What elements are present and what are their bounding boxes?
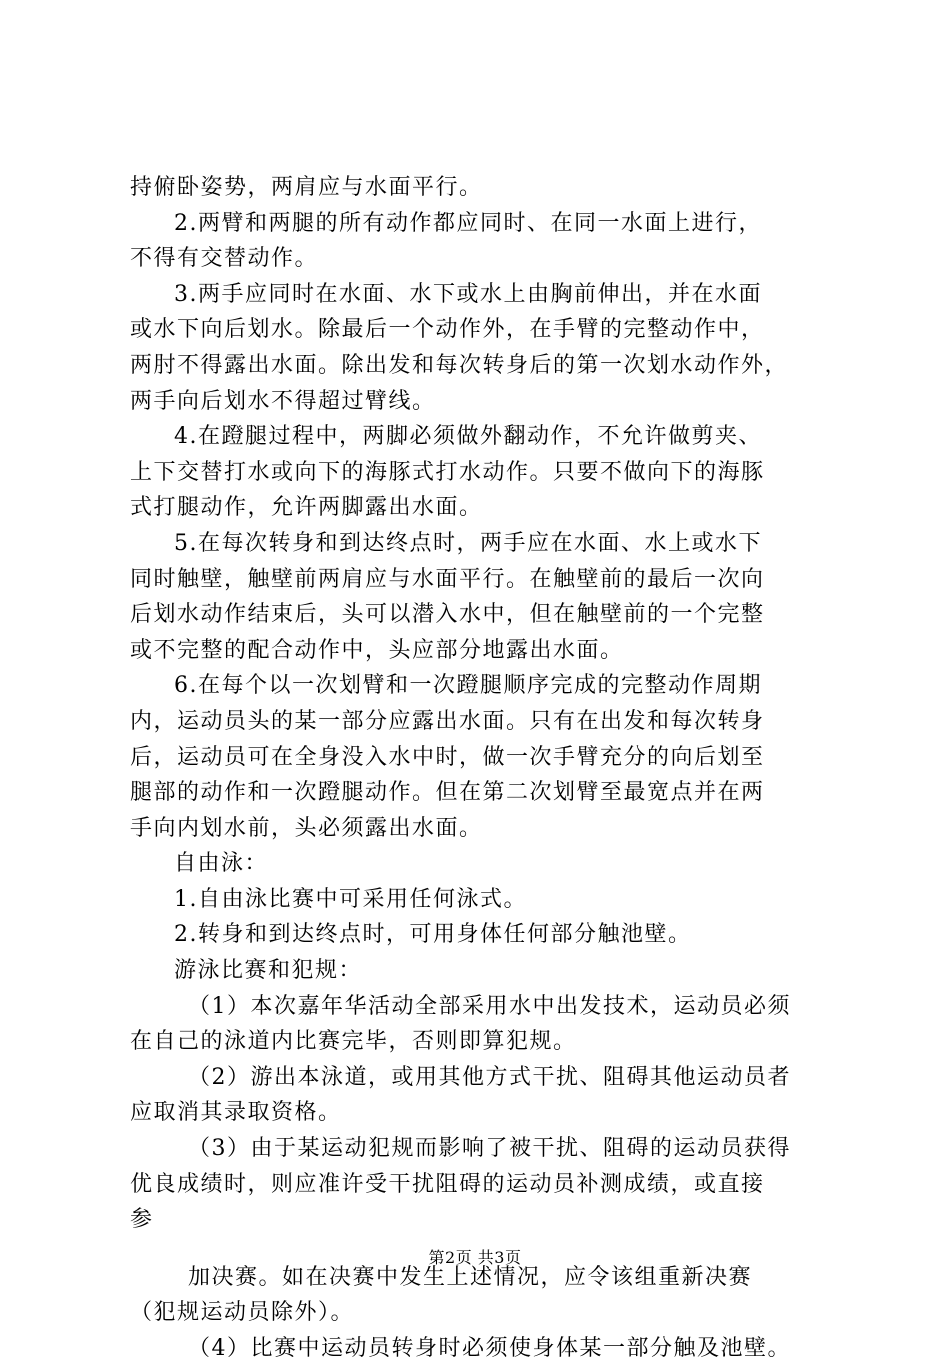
text-line: （1）本次嘉年华活动全部采用水中出发技术，运动员必须 <box>188 993 791 1019</box>
document-body <box>130 170 830 1367</box>
text-line: 上下交替打水或向下的海豚式打水动作。只要不做向下的海豚 <box>130 459 765 485</box>
text-line: 在自己的泳道内比赛完毕，否则即算犯规。 <box>130 1029 577 1055</box>
text-line: 2.两臂和两腿的所有动作都应同时、在同一水面上进行， <box>174 210 762 236</box>
text-line: 或不完整的配合动作中，头应部分地露出水面。 <box>130 637 624 663</box>
text-line: （4）比赛中运动员转身时必须使身体某一部分触及池壁。 <box>188 1336 791 1361</box>
text-line: 两肘不得露出水面。除出发和每次转身后的第一次划水动作外， <box>130 352 789 378</box>
text-line: 优良成绩时，则应准许受干扰阻碍的运动员补测成绩，或直接 <box>130 1171 765 1197</box>
text-line: 应取消其录取资格。 <box>130 1100 342 1126</box>
text-line: （3）由于某运动犯规而影响了被干扰、阻碍的运动员获得 <box>188 1136 791 1162</box>
page-number-footer: 第2页 共3页 <box>428 1248 522 1267</box>
text-line: 手向内划水前，头必须露出水面。 <box>130 815 483 841</box>
text-line: 4.在蹬腿过程中，两脚必须做外翻动作，不允许做剪夹、 <box>174 424 762 450</box>
text-line: 内，运动员头的某一部分应露出水面。只有在出发和每次转身 <box>130 708 765 734</box>
text-line: 2.转身和到达终点时，可用身体任何部分触池壁。 <box>174 922 692 948</box>
text-line: 式打腿动作，允许两脚露出水面。 <box>130 495 483 521</box>
text-line: 加决赛。如在决赛中发生上述情况，应令该组重新决赛 <box>188 1264 753 1290</box>
section-heading: 自由泳： <box>174 851 269 877</box>
text-line: （犯规运动员除外）。 <box>130 1300 355 1326</box>
text-line: 后划水动作结束后，头可以潜入水中，但在触壁前的一个完整 <box>130 602 765 628</box>
text-line: 后，运动员可在全身没入水中时，做一次手臂充分的向后划至 <box>130 744 765 770</box>
text-line: 参 <box>130 1207 154 1233</box>
text-line: 6.在每个以一次划臂和一次蹬腿顺序完成的完整动作周期 <box>174 673 762 699</box>
text-line: 两手向后划水不得超过臂线。 <box>130 388 436 414</box>
text-line: （2）游出本泳道，或用其他方式干扰、阻碍其他运动员者 <box>188 1064 791 1090</box>
text-line: 持俯卧姿势，两肩应与水面平行。 <box>130 175 483 200</box>
text-line: 腿部的动作和一次蹬腿动作。但在第二次划臂至最宽点并在两 <box>130 780 765 806</box>
section-heading: 游泳比赛和犯规： <box>174 958 363 984</box>
text-line: 3.两手应同时在水面、水下或水上由胸前伸出，并在水面 <box>174 281 762 307</box>
text-line: 同时触壁，触壁前两肩应与水面平行。在触壁前的最后一次向 <box>130 566 765 592</box>
text-line: 1.自由泳比赛中可采用任何泳式。 <box>174 886 527 912</box>
text-line: 或水下向后划水。除最后一个动作外，在手臂的完整动作中， <box>130 317 765 343</box>
text-line: 5.在每次转身和到达终点时，两手应在水面、水上或水下 <box>174 530 762 556</box>
text-line: 不得有交替动作。 <box>130 246 319 272</box>
